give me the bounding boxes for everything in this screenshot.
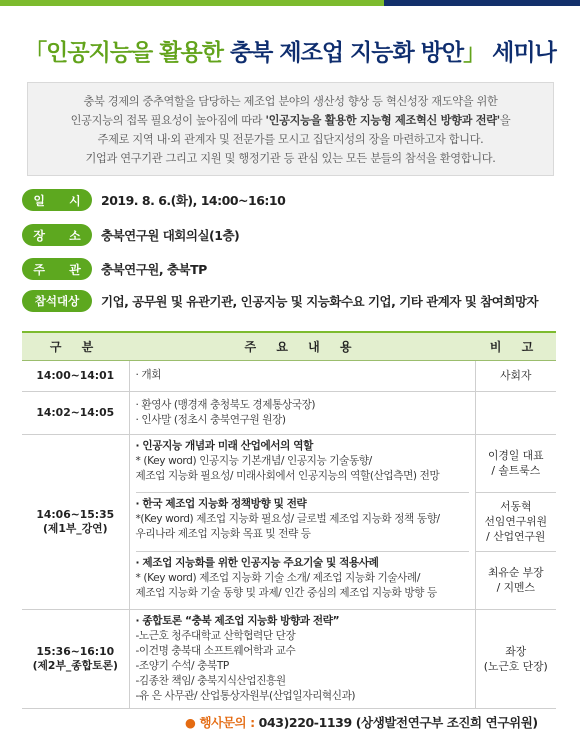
content-line: · 개회	[135, 369, 162, 381]
row-content	[129, 609, 475, 708]
speaker-org: / 솔트룩스	[491, 464, 541, 477]
moderator-label: 좌장	[505, 644, 527, 658]
label-badge-attendees: 참석대상	[22, 290, 92, 312]
speaker-title: 선임연구위원	[484, 515, 548, 528]
speaker-org: / 산업연구원	[486, 530, 546, 543]
content-line: · 환영사 (맹경재 충청북도 경제통상국장)	[135, 398, 316, 411]
table-header-row	[22, 332, 556, 360]
row-time	[22, 609, 129, 708]
contact-label: 행사문의 :	[199, 715, 255, 730]
row-time: 14:02~14:05	[22, 391, 129, 434]
row-note	[475, 391, 556, 434]
talk-keywords: * (Key word) 인공지능 기본개념/ 인공지능 기술동향/	[135, 454, 372, 467]
talk-keywords: *(Key word) 제조업 지능화 필요성/ 글로벌 제조업 지능화 정책 동향/	[135, 512, 440, 525]
intro-line-2b: '인공지능을 활용한 지능형 제조혁신 방향과 전략'	[265, 114, 500, 127]
row-note: 사회자	[475, 360, 556, 391]
bullet-icon: ●	[185, 715, 196, 730]
talk-title: · 인공지능 개념과 미래 산업에서의 역할	[135, 439, 313, 452]
info-row-date	[22, 189, 285, 211]
label-badge-date: 일 시	[22, 189, 92, 211]
talk-title: · 제조업 지능화를 위한 인공지능 주요기술 및 적용사례	[135, 556, 379, 569]
top-bar-green	[0, 0, 384, 6]
talk-block	[136, 492, 469, 551]
row-time	[22, 434, 129, 609]
talk-block	[136, 551, 469, 609]
talk-keywords-cont: 우리나라 제조업 지능화 목표 및 전략 등	[135, 527, 311, 540]
intro-line-2a: 인공지능의 접목 필요성이 높아짐에 따라	[70, 114, 266, 127]
speaker-note	[476, 435, 557, 492]
info-value-venue: 충북연구원 대회의실(1층)	[101, 228, 240, 243]
contact-info	[185, 713, 538, 731]
info-value-attendees: 기업, 공무원 및 유관기관, 인공지능 및 지능화수요 기업, 기타 관계자 및 참여희망자	[101, 294, 539, 309]
speaker-org: / 지멘스	[496, 581, 535, 594]
table-row	[22, 609, 556, 708]
row-content	[129, 360, 475, 391]
top-color-bar	[0, 0, 580, 6]
talk-keywords: * (Key word) 제조업 지능화 기술 소개/ 제조업 지능화 기술사례/	[135, 571, 421, 584]
row-content	[129, 391, 475, 434]
time-range: 15:36~16:10	[36, 644, 115, 658]
page-title	[0, 34, 580, 67]
row-note	[475, 609, 556, 708]
info-value-date: 2019. 8. 6.(화), 14:00~16:10	[101, 193, 286, 208]
contact-value: 043)220-1139 (상생발전연구부 조진희 연구위원)	[254, 715, 538, 730]
talk-keywords-cont: 제조업 지능화 필요성/ 미래사회에서 인공지능의 역할(산업측면) 전망	[135, 469, 440, 482]
content-line: · 인사말 (정초시 충북연구원 원장)	[135, 413, 286, 426]
speaker-name: 최유순 부장	[487, 566, 544, 579]
intro-line-2	[34, 111, 547, 130]
info-row-host	[22, 258, 207, 280]
label-badge-host: 주 관	[22, 258, 92, 280]
table-row	[22, 391, 556, 434]
intro-box	[27, 82, 554, 176]
info-value-host: 충북연구원, 충북TP	[101, 262, 207, 277]
table-row	[22, 434, 556, 609]
intro-line-4: 기업과 연구기관 그리고 지원 및 행정기관 등 관심 있는 모든 분들의 참석을 환영합니다.	[85, 152, 496, 165]
talk-keywords-cont: 제조업 지능화 기술 동향 및 과제/ 인간 중심의 제조업 지능화 방향 등	[135, 586, 437, 599]
speaker-name: 서동혁	[500, 500, 532, 513]
title-part-4: 세미나	[485, 40, 556, 66]
time-range: 14:06~15:35	[36, 507, 115, 521]
header-category: 구 분	[22, 332, 129, 360]
panelist: -이건명 충북대 소프트웨어학과 교수	[135, 644, 296, 657]
intro-line-1: 충북 경제의 중추역할을 담당하는 제조업 분야의 생산성 향상 등 혁신성장 재도약을 위한	[83, 95, 498, 108]
speaker-name: 이경일 대표	[487, 449, 544, 462]
title-part-1: 「인공지능을 활용한	[24, 40, 230, 66]
row-note	[475, 434, 556, 609]
intro-line-2c: 을	[499, 114, 511, 127]
top-bar-navy	[384, 0, 580, 6]
schedule-table	[22, 331, 556, 709]
session-label: (제1부_강연)	[43, 521, 108, 535]
title-part-3: 」	[463, 40, 486, 66]
moderator-name: (노근호 단장)	[483, 659, 548, 673]
info-row-venue	[22, 224, 239, 246]
panelist: -조양기 수석/ 충북TP	[135, 659, 229, 672]
panelist: -김종찬 책임/ 충북지식산업진흥원	[135, 674, 286, 687]
header-note: 비 고	[475, 332, 556, 360]
header-content: 주 요 내 용	[129, 332, 475, 360]
session-label: (제2부_종합토론)	[32, 658, 118, 672]
intro-line-3: 주제로 지역 내·외 관계자 및 전문가를 모시고 집단지성의 장을 마련하고자 합니다.	[97, 133, 484, 146]
discussion-title: · 종합토론 “충북 제조업 지능화 방향과 전략”	[135, 614, 340, 627]
info-row-attendees	[22, 290, 538, 312]
speaker-note	[476, 492, 557, 551]
title-part-2: 충북 제조업 지능화 방안	[229, 40, 464, 66]
label-badge-venue: 장 소	[22, 224, 92, 246]
row-time: 14:00~14:01	[22, 360, 129, 391]
panelist: -유 은 사무관/ 산업통상자원부(산업일자리혁신과)	[135, 689, 356, 702]
talk-title: · 한국 제조업 지능화 정책방향 및 전략	[135, 497, 307, 510]
talk-block	[136, 435, 469, 492]
speaker-note	[476, 551, 557, 609]
table-row	[22, 360, 556, 391]
row-content	[129, 434, 475, 609]
panelist: -노근호 청주대학교 산학협력단 단장	[135, 629, 296, 642]
